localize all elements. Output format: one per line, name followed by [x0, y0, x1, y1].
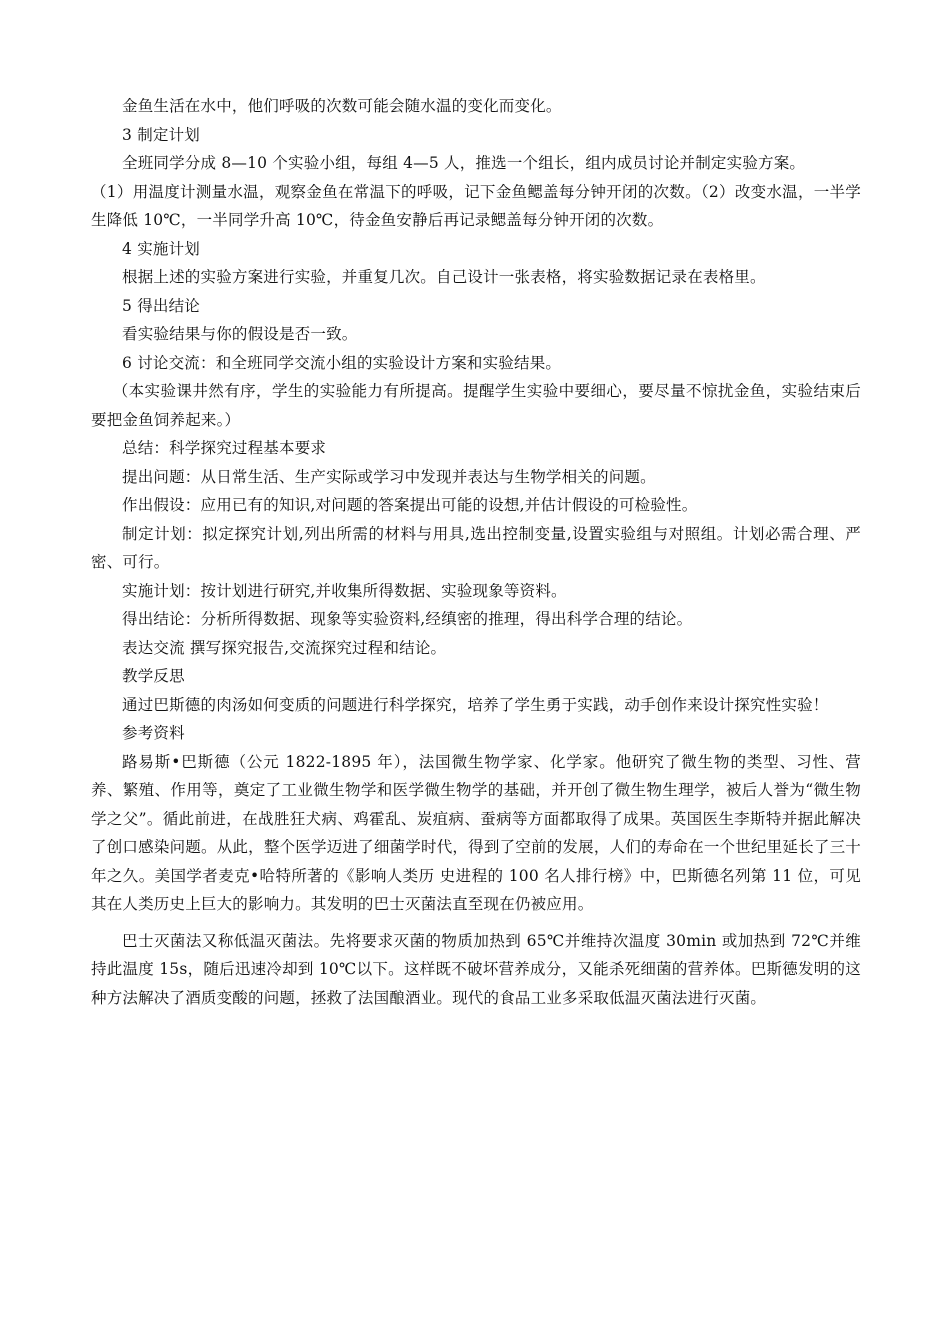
heading-draw-conclusion: 5 得出结论 [122, 296, 200, 315]
paragraph-class-note: （本实验课井然有序，学生的实验能力有所提高。提醒学生实验中要细心，要尽量不惊扰金鱼，实验结束后要把金鱼饲养起来。） [91, 382, 861, 429]
paragraph-conclusion-requirements: 得出结论：分析所得数据、现象等实验资料,经缜密的推理，得出科学合理的结论。 [122, 610, 693, 628]
heading-teaching-reflection: 教学反思 [122, 667, 185, 685]
paragraph-discussion: 6 讨论交流：和全班同学交流小组的实验设计方案和实验结果。 [122, 353, 562, 372]
heading-implement-plan: 4 实施计划 [122, 239, 200, 258]
heading-make-plan: 3 制定计划 [122, 125, 200, 144]
paragraph-make-hypothesis: 作出假设：应用已有的知识,对问题的答案提出可能的设想,并估计假设的可检验性。 [122, 496, 698, 514]
paragraph-experiment-steps: （1）用温度计测量水温，观察金鱼在常温下的呼吸，记下金鱼鳃盖每分钟开闭的次数。（2）改变水温，一半学生降低 10℃，一半同学升高 10℃，待金鱼安静后再记录鳃盖每分钟开闭的次数。 [91, 182, 861, 229]
paragraph-plan-requirements: 制定计划：拟定探究计划,列出所需的材料与用具,选出控制变量,设置实验组与对照组。计划必需合理、严密、可行。 [91, 524, 861, 571]
heading-summary: 总结：科学探究过程基本要求 [122, 439, 327, 457]
paragraph-pasteurization: 巴士灭菌法又称低温灭菌法。先将要求灭菌的物质加热到 65℃并维持次温度 30min 或加热到 72℃并维持此温度 15s，随后迅速冷却到 10℃以下。这样既不破坏营养成分，又能杀死细菌的营养体。巴斯德发明的这种方法解决了酒质变酸的问题，拯救了法国酿酒业。现代的食品工业多采取低温灭菌法进行灭菌。 [91, 931, 861, 1007]
heading-references: 参考资料 [122, 724, 185, 742]
paragraph-implement-requirements: 实施计划：按计划进行研究,并收集所得数据、实验现象等资料。 [122, 581, 567, 600]
paragraph-communication: 表达交流 撰写探究报告,交流探究过程和结论。 [122, 638, 447, 657]
paragraph-compare-hypothesis: 看实验结果与你的假设是否一致。 [122, 325, 358, 343]
paragraph-reflection: 通过巴斯德的肉汤如何变质的问题进行科学探究，培养了学生勇于实践，动手创作来设计探究性实验！ [122, 695, 829, 714]
paragraph-run-experiment: 根据上述的实验方案进行实验，并重复几次。自己设计一张表格，将实验数据记录在表格里。 [122, 268, 766, 286]
document-body [91, 92, 861, 1012]
paragraph-pasteur-bio: 路易斯•巴斯德（公元 1822-1895 年），法国微生物学家、化学家。他研究了微生物的类型、习性、营养、繁殖、作用等，奠定了工业微生物学和医学微生物学的基础，并开创了微生物生理学，被后人誉为“微生物学之父”。循此前进，在战胜狂犬病、鸡霍乱、炭疽病、蚕病等方面都取得了成果。英国医生李斯特并据此解决了创口感染问题。从此，整个医学迈进了细菌学时代，得到了空前的发展，人们的寿命在一个世纪里延长了三十年之久。美国学者麦克•哈特所著的《影响人类历 史进程的 100 名人排行榜》中，巴斯德名列第 11 位，可见其在人类历史上巨大的影响力。其发明的巴士灭菌法直至现在仍被应用。 [91, 752, 861, 913]
paragraph-goldfish-hypothesis: 金鱼生活在水中，他们呼吸的次数可能会随水温的变化而变化。 [122, 97, 562, 115]
paragraph-ask-question: 提出问题：从日常生活、生产实际或学习中发现并表达与生物学相关的问题。 [122, 467, 656, 486]
paragraph-class-groups: 全班同学分成 8—10 个实验小组，每组 4—5 人，推选一个组长，组内成员讨论并制定实验方案。 [122, 154, 806, 172]
